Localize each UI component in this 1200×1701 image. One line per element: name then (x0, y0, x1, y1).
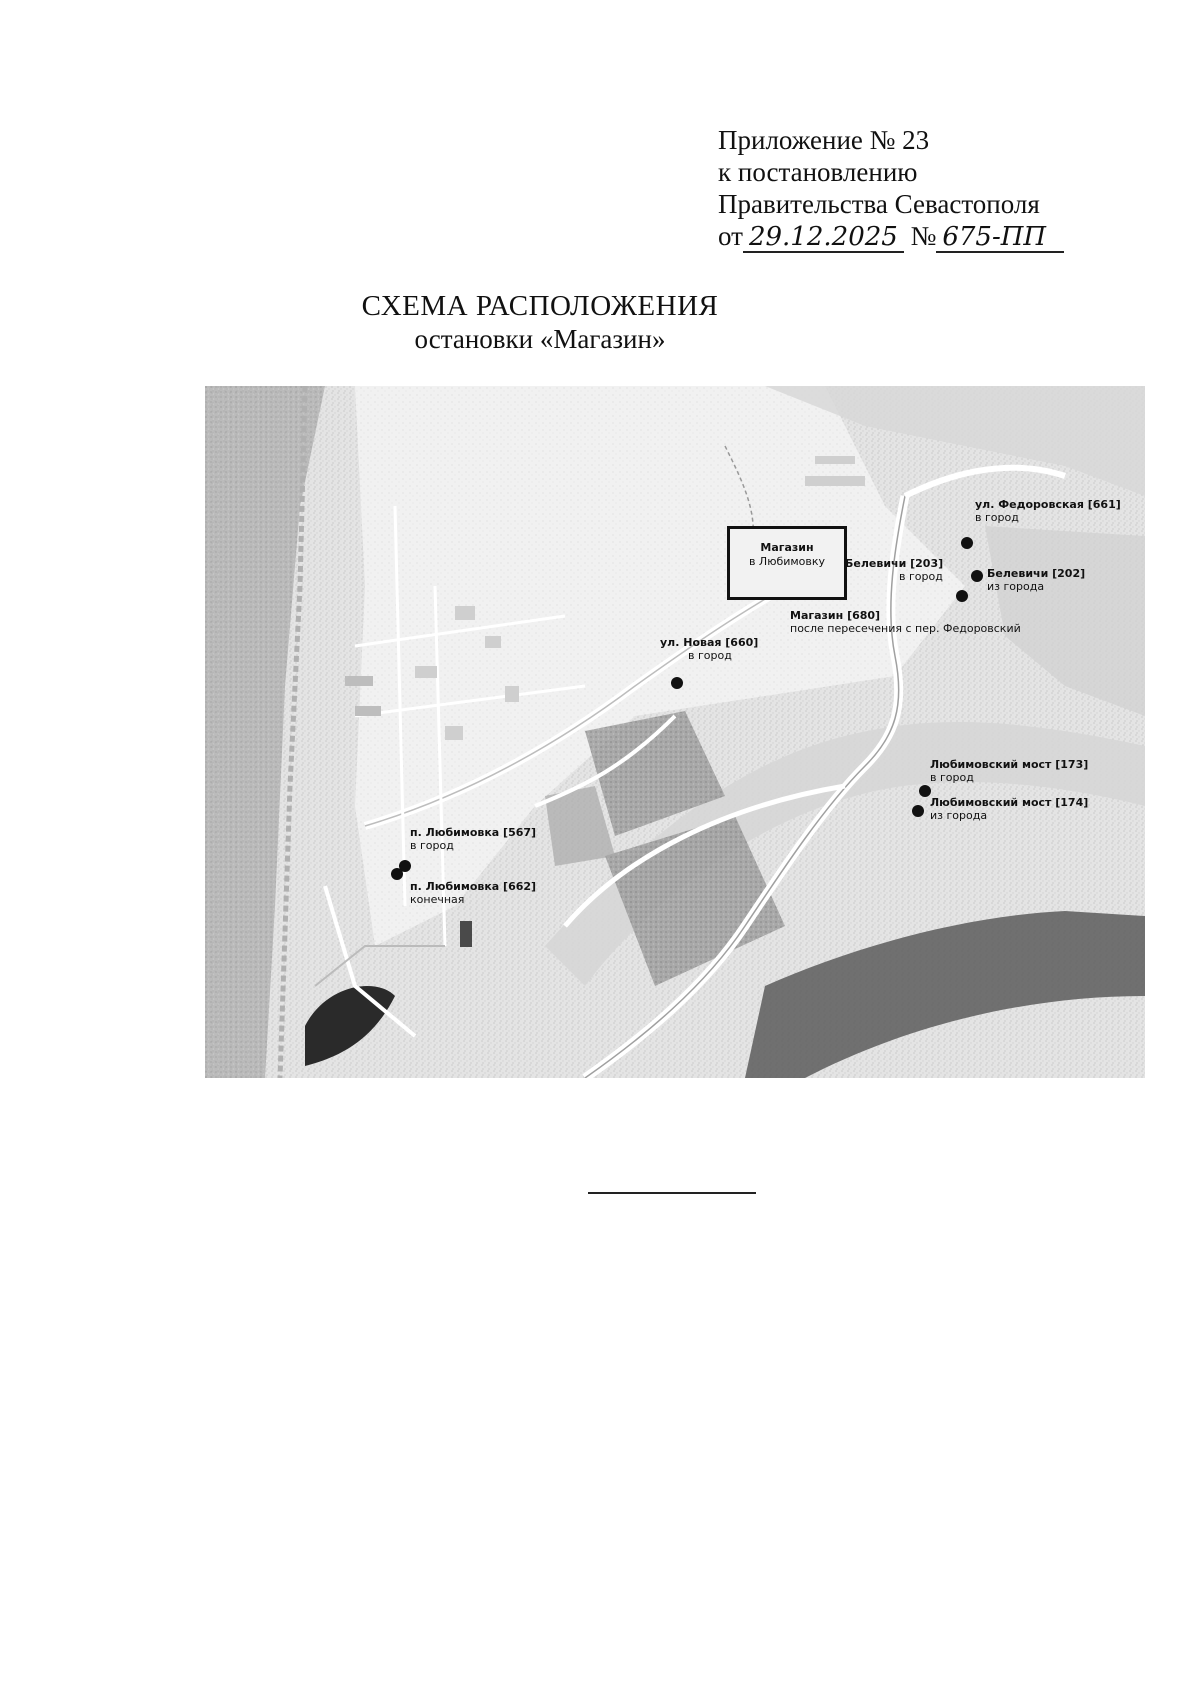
stop-marker-fedorovskaya (961, 537, 973, 549)
stop-direction: в город (410, 839, 454, 852)
highlight-box-magazin (727, 526, 847, 600)
highlight-box-title: Магазин (760, 541, 814, 554)
stop-direction: после пересечения с пер. Федоровский (790, 622, 1021, 635)
closing-rule (588, 1192, 756, 1194)
stop-name: ул. Новая [660] (660, 636, 759, 649)
stop-label-fedorovskaya (975, 498, 1121, 524)
title-line-1: СХЕМА РАСПОЛОЖЕНИЯ (361, 290, 719, 322)
map-base-drawing (205, 386, 1145, 1078)
stop-name: Белевичи [202] (987, 567, 1086, 580)
stop-label-most174 (930, 796, 1088, 822)
stop-name: Белевичи [203] (845, 557, 944, 570)
location-map (205, 386, 1145, 1078)
annex-line-3: Правительства Севастополя (718, 189, 1040, 219)
stop-name: Магазин [680] (790, 609, 881, 622)
stop-direction: в город (899, 570, 943, 583)
annex-date-line (718, 220, 1064, 253)
stop-label-lyub567 (410, 826, 536, 852)
stop-marker-belevichi202 (971, 570, 983, 582)
stop-name: п. Любимовка [567] (410, 826, 537, 839)
handwritten-number: 675-ПП (936, 223, 1064, 253)
annex-line-1: Приложение № 23 (718, 125, 930, 155)
stop-label-most173 (930, 758, 1088, 784)
stop-name: Любимовский мост [173] (930, 758, 1089, 771)
stop-direction: из города (987, 580, 1045, 593)
stop-direction: из города (930, 809, 988, 822)
highlight-box-subtitle: в Любимовку (748, 555, 826, 568)
annex-header (718, 124, 1064, 253)
stop-label-novaya (660, 636, 758, 662)
building-dark (460, 921, 472, 947)
annex-line-2: к постановлению (718, 157, 918, 187)
stop-direction: в город (975, 511, 1019, 524)
title-line-2: остановки «Магазин» (414, 324, 666, 354)
document-title (0, 289, 1200, 355)
handwritten-date: 29.12.2025 (743, 223, 904, 253)
stop-marker-belevichi203 (956, 590, 968, 602)
stop-label-lyub662 (410, 880, 536, 906)
stop-name: Любимовский мост [174] (930, 796, 1089, 809)
stop-marker-lyub662 (391, 868, 403, 880)
stop-direction: конечная (410, 893, 465, 906)
stop-label-belevichi203 (845, 557, 943, 583)
stop-direction: в город (930, 771, 974, 784)
stop-marker-novaya (671, 677, 683, 689)
stop-name: ул. Федоровская [661] (975, 498, 1121, 511)
stop-marker-most174 (912, 805, 924, 817)
stop-name: п. Любимовка [662] (410, 880, 537, 893)
stop-label-belevichi202 (987, 567, 1085, 593)
stop-label-magazin680 (790, 609, 1021, 635)
date-prefix: от (718, 221, 743, 251)
number-prefix: № (910, 221, 937, 251)
stop-direction: в город (688, 649, 732, 662)
